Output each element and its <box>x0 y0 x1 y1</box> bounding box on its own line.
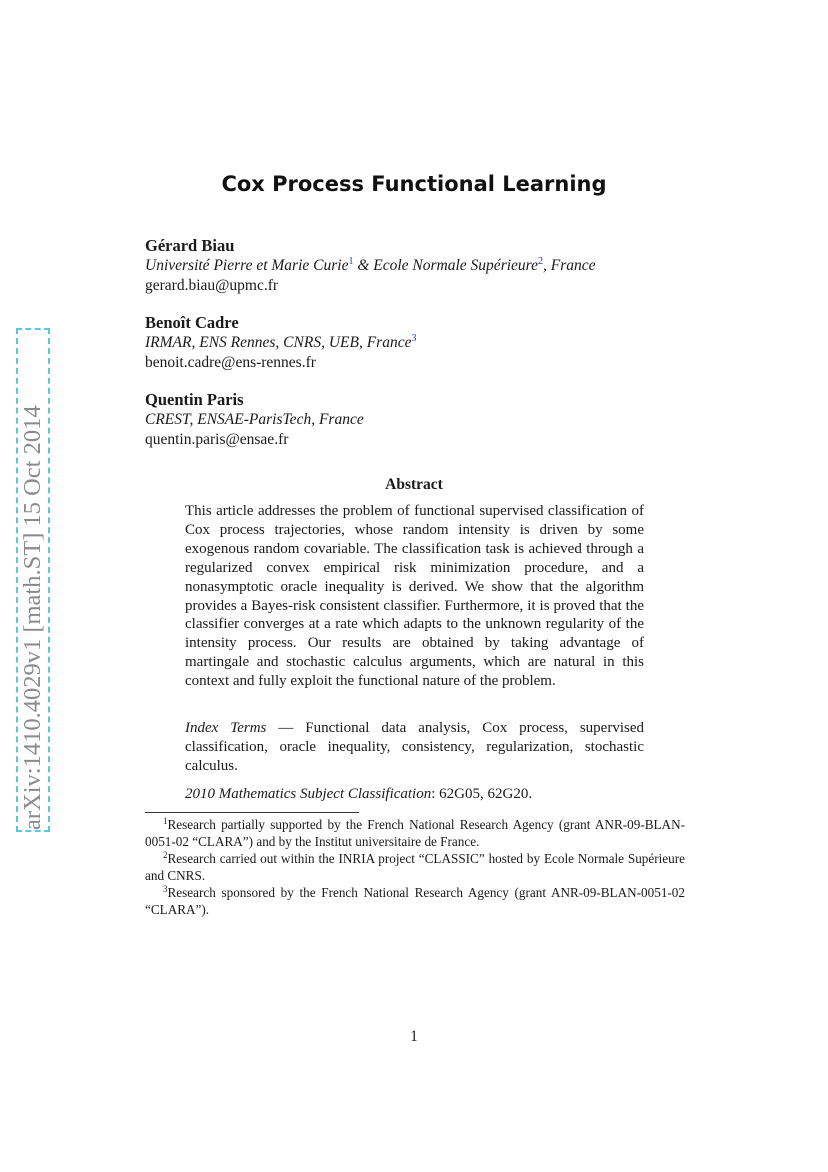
footnote-rule <box>145 812 359 813</box>
footnote-text: Research partially supported by the French National Research Agency (grant ANR-09-BLAN-0051-02 “CLARA”) and by the Institut universitaire de France. <box>145 817 685 849</box>
author-block <box>145 236 596 296</box>
footnote <box>145 850 685 884</box>
footnote <box>145 884 685 918</box>
footnote-marker[interactable]: 3 <box>411 333 417 344</box>
author-name: Benoît Cadre <box>145 313 239 332</box>
author-block <box>145 313 416 373</box>
footnote <box>145 816 685 850</box>
footnote-number: 1 <box>163 816 168 826</box>
abstract-body: This article addresses the problem of functional supervised classification of Cox process trajectories, whose random intensity is driven by some exogenous random covariable. The classification task is achieved through a regularized convex empirical risk minimization procedure, and a nonasymptotic oracle inequality is derived. We show that the algorithm provides a Bayes-risk consistent classifier. Furthermore, it is proved that the classifier converges at a rate which adapts to the unknown regularity of the intensity process. Our results are obtained by taking advantage of martingale and stochastic calculus arguments, which are natural in this context and fully exploit the functional nature of the problem. <box>185 503 644 690</box>
msc-label: 2010 Mathematics Subject Classification <box>185 786 432 802</box>
author-name: Quentin Paris <box>145 390 244 409</box>
abstract-heading: Abstract <box>385 476 443 493</box>
footnote-text: Research carried out within the INRIA project “CLASSIC” hosted by Ecole Normale Supérieure and CNRS. <box>145 851 685 883</box>
author-email: benoit.cadre@ens-rennes.fr <box>145 354 316 371</box>
footnote-marker[interactable]: 1 <box>348 256 354 267</box>
author-affiliation: Université Pierre et Marie Curie$^1$ & Ecole Normale Supérieure$^2$, France <box>145 256 596 274</box>
author-block <box>145 390 364 450</box>
footnote-marker[interactable]: 2 <box>538 256 543 267</box>
footnote-number: 3 <box>163 884 168 894</box>
arxiv-identifier[interactable]: arXiv:1410.4029v1 [math.ST] 15 Oct 2014 <box>19 405 46 830</box>
author-affiliation: CREST, ENSAE-ParisTech, France <box>145 411 364 428</box>
footnote-number: 2 <box>163 850 168 860</box>
footnote-text: Research sponsored by the French National Research Agency (grant ANR-09-BLAN-0051-02 “CLARA”). <box>145 885 685 917</box>
author-name: Gérard Biau <box>145 236 235 255</box>
index-terms-text: — Functional data analysis, Cox process, supervised classification, oracle inequality, consistency, regularization, stochastic calculus. <box>185 720 644 774</box>
msc-classification <box>185 785 644 804</box>
page-number: 1 <box>410 1028 418 1045</box>
author-email: quentin.paris@ensae.fr <box>145 431 289 448</box>
author-affiliation: IRMAR, ENS Rennes, CNRS, UEB, France$^3$ <box>145 333 417 351</box>
msc-codes: : 62G05, 62G20. <box>431 786 533 802</box>
footnotes <box>145 816 685 918</box>
paper-title: Cox Process Functional Learning <box>221 172 607 196</box>
index-terms-label: Index Terms <box>185 720 267 736</box>
index-terms <box>185 719 644 776</box>
author-email: gerard.biau@upmc.fr <box>145 277 279 294</box>
